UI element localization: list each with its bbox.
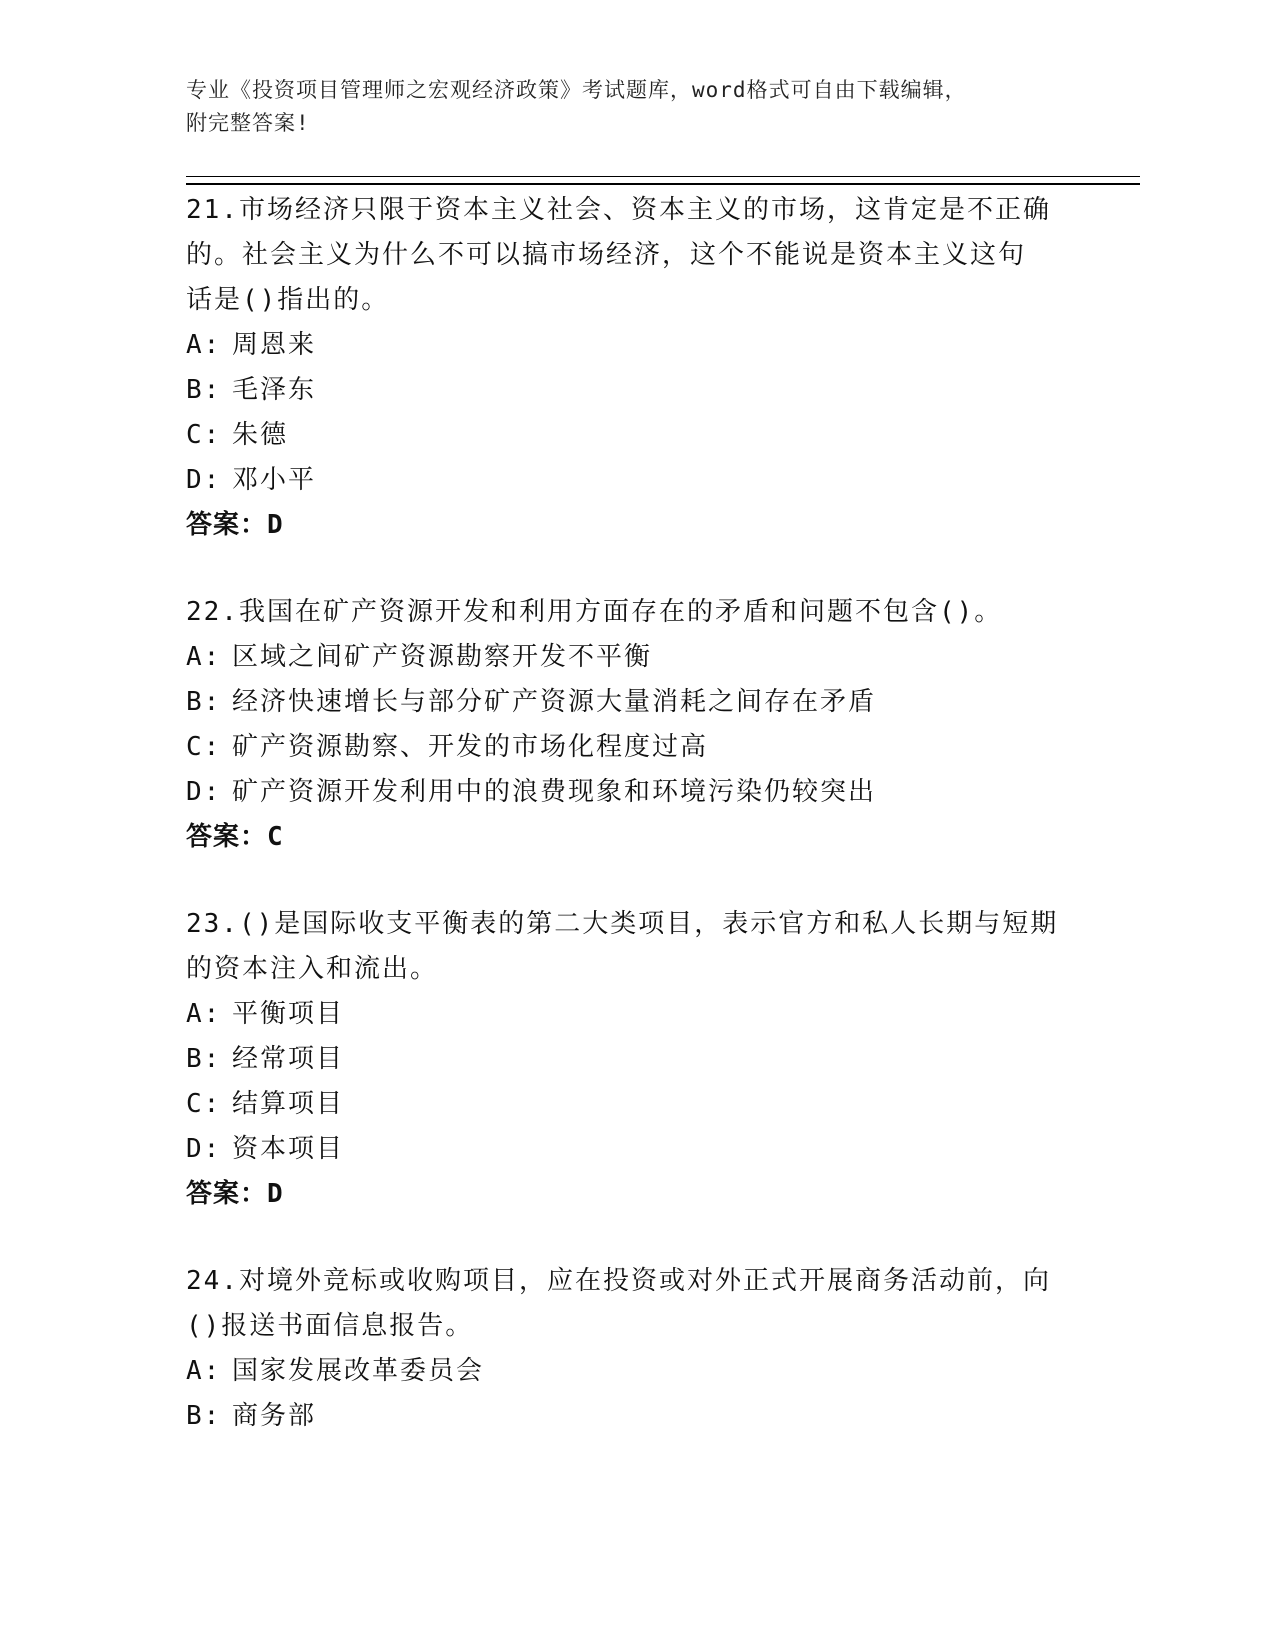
answer-line: 答案：D	[186, 510, 284, 540]
question-list	[186, 188, 1066, 1481]
question-22	[186, 590, 1066, 860]
option-c	[186, 1082, 1066, 1127]
option-a	[186, 1349, 1066, 1394]
question-24	[186, 1259, 1066, 1439]
header-divider	[186, 176, 1140, 185]
document-header	[186, 74, 1086, 140]
option-text: 周恩来	[232, 330, 317, 360]
option-d	[186, 458, 1066, 503]
option-text: 结算项目	[232, 1089, 345, 1119]
question-stem-line: 的。社会主义为什么不可以搞市场经济，这个不能说是资本主义这句	[186, 240, 1027, 270]
option-b	[186, 368, 1066, 413]
option-letter: C:	[186, 732, 222, 762]
question-stem-line: 23.()是国际收支平衡表的第二大类项目，表示官方和私人长期与短期	[186, 909, 1059, 939]
question-stem-line: 24.对境外竞标或收购项目，应在投资或对外正式开展商务活动前，向	[186, 1266, 1051, 1296]
option-letter: A:	[186, 999, 222, 1029]
option-text: 商务部	[232, 1401, 317, 1431]
option-letter: B:	[186, 1401, 222, 1431]
option-letter: C:	[186, 420, 222, 450]
option-a	[186, 323, 1066, 368]
option-letter: B:	[186, 375, 222, 405]
question-stem-line: 21.市场经济只限于资本主义社会、资本主义的市场，这肯定是不正确	[186, 195, 1051, 225]
option-c	[186, 725, 1066, 770]
question-stem-line: 的资本注入和流出。	[186, 954, 439, 984]
option-b	[186, 1394, 1066, 1439]
option-a	[186, 635, 1066, 680]
option-text: 矿产资源开发利用中的浪费现象和环境污染仍较突出	[232, 777, 877, 807]
option-letter: A:	[186, 1356, 222, 1386]
option-text: 毛泽东	[232, 375, 317, 405]
option-text: 区域之间矿产资源勘察开发不平衡	[232, 642, 653, 672]
option-letter: B:	[186, 687, 222, 717]
option-b	[186, 680, 1066, 725]
header-line-2: 附完整答案!	[186, 111, 310, 135]
option-text: 邓小平	[232, 465, 317, 495]
option-c	[186, 413, 1066, 458]
option-letter: A:	[186, 330, 222, 360]
option-letter: D:	[186, 465, 222, 495]
option-text: 朱德	[232, 420, 289, 450]
option-d	[186, 1127, 1066, 1172]
option-letter: D:	[186, 1134, 222, 1164]
question-stem-line: 话是()指出的。	[186, 285, 390, 315]
option-b	[186, 1037, 1066, 1082]
option-letter: B:	[186, 1044, 222, 1074]
answer-line: 答案：D	[186, 1179, 284, 1209]
answer-line: 答案：C	[186, 822, 284, 852]
option-d	[186, 770, 1066, 815]
option-letter: A:	[186, 642, 222, 672]
option-text: 平衡项目	[232, 999, 345, 1029]
option-letter: C:	[186, 1089, 222, 1119]
question-stem-line: 22.我国在矿产资源开发和利用方面存在的矛盾和问题不包含()。	[186, 597, 1003, 627]
question-21	[186, 188, 1066, 548]
option-text: 矿产资源勘察、开发的市场化程度过高	[232, 732, 709, 762]
question-stem-line: ()报送书面信息报告。	[186, 1311, 474, 1341]
option-text: 资本项目	[232, 1134, 345, 1164]
option-text: 经济快速增长与部分矿产资源大量消耗之间存在矛盾	[232, 687, 877, 717]
option-text: 经常项目	[232, 1044, 345, 1074]
question-23	[186, 902, 1066, 1217]
header-line-1: 专业《投资项目管理师之宏观经济政策》考试题库，word格式可自由下载编辑，	[186, 78, 967, 102]
option-letter: D:	[186, 777, 222, 807]
option-a	[186, 992, 1066, 1037]
option-text: 国家发展改革委员会	[232, 1356, 485, 1386]
